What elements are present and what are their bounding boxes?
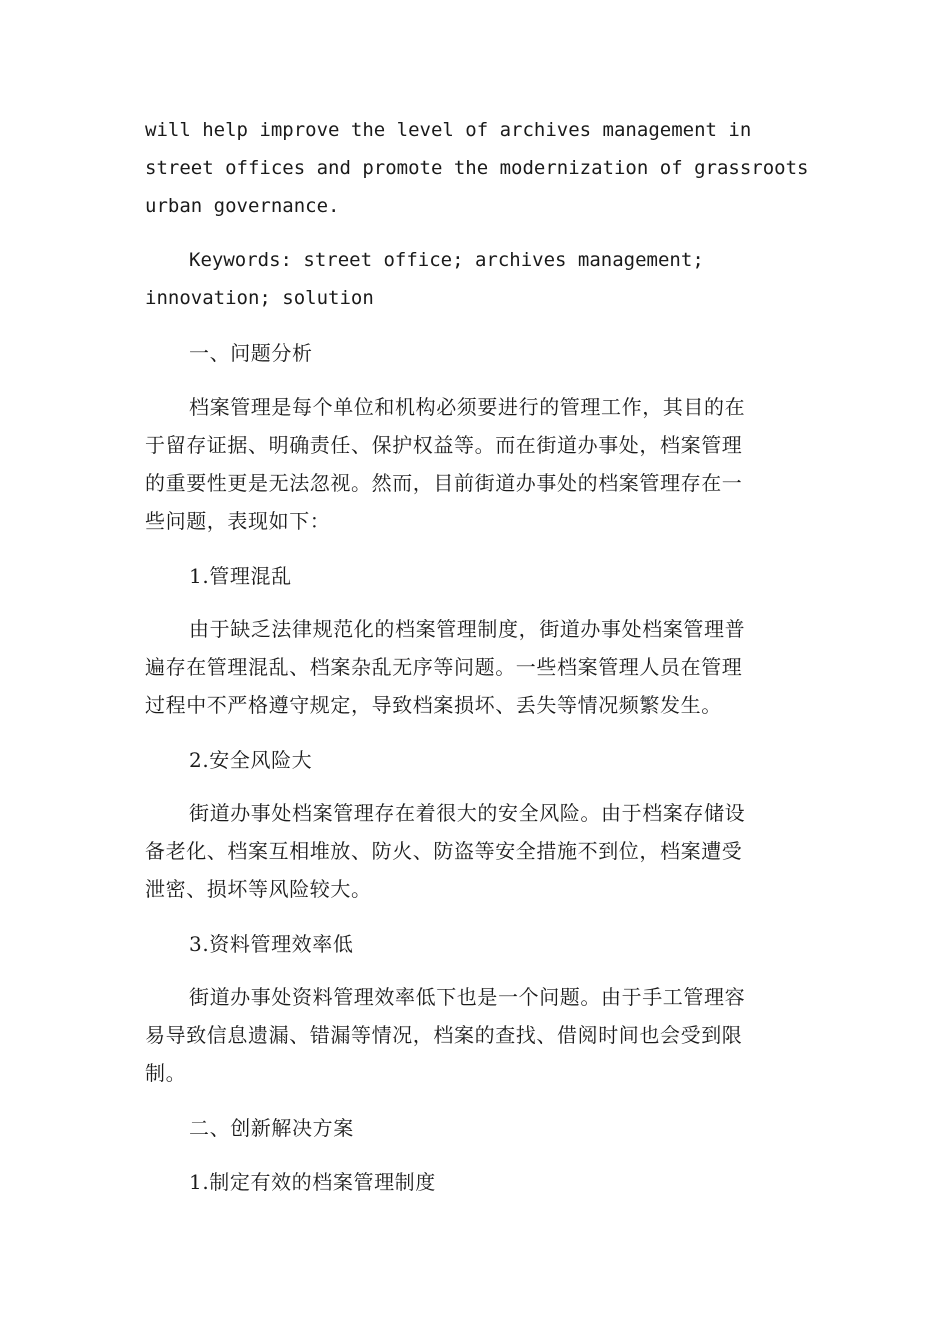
section-heading: 一、问题分析	[189, 341, 313, 365]
keywords-line: Keywords: street office; archives management;	[189, 249, 704, 271]
body-paragraph	[145, 610, 795, 724]
paragraph-line: 易导致信息遗漏、错漏等情况，档案的查找、借阅时间也会受到限	[145, 1023, 743, 1047]
paragraph-line: 档案管理是每个单位和机构必须要进行的管理工作，其目的在	[189, 395, 746, 419]
paragraph-line: 街道办事处资料管理效率低下也是一个问题。由于手工管理容	[189, 985, 746, 1009]
paragraph-line: 的重要性更是无法忽视。然而，目前街道办事处的档案管理存在一	[145, 471, 743, 495]
abstract-paragraph	[145, 111, 809, 225]
body-paragraph	[145, 388, 795, 540]
section-heading: 二、创新解决方案	[189, 1116, 354, 1140]
paragraph-line: 制。	[145, 1061, 187, 1085]
subsection-heading: 2.安全风险大	[189, 748, 313, 772]
body-paragraph	[145, 794, 795, 908]
abstract-line: urban governance.	[145, 195, 340, 217]
paragraph-line: 遍存在管理混乱、档案杂乱无序等问题。一些档案管理人员在管理	[145, 655, 743, 679]
paragraph-line: 备老化、档案互相堆放、防火、防盗等安全措施不到位，档案遭受	[145, 839, 743, 863]
paragraph-line: 过程中不严格遵守规定，导致档案损坏、丢失等情况频繁发生。	[145, 693, 722, 717]
paragraph-line: 些问题，表现如下：	[145, 509, 331, 533]
paragraph-line: 泄密、损坏等风险较大。	[145, 877, 372, 901]
subsection-heading: 3.资料管理效率低	[189, 932, 354, 956]
paragraph-line: 由于缺乏法律规范化的档案管理制度，街道办事处档案管理普	[189, 617, 746, 641]
keywords-line: innovation; solution	[145, 287, 374, 309]
subsection-heading: 1.制定有效的档案管理制度	[189, 1170, 436, 1194]
body-paragraph	[145, 978, 795, 1092]
paragraph-line: 街道办事处档案管理存在着很大的安全风险。由于档案存储设	[189, 801, 746, 825]
abstract-line: street offices and promote the modernization of grassroots	[145, 157, 809, 179]
paragraph-line: 于留存证据、明确责任、保护权益等。而在街道办事处，档案管理	[145, 433, 743, 457]
keywords-paragraph	[145, 241, 795, 317]
subsection-heading: 1.管理混乱	[189, 564, 292, 588]
abstract-line: will help improve the level of archives management in	[145, 119, 752, 141]
